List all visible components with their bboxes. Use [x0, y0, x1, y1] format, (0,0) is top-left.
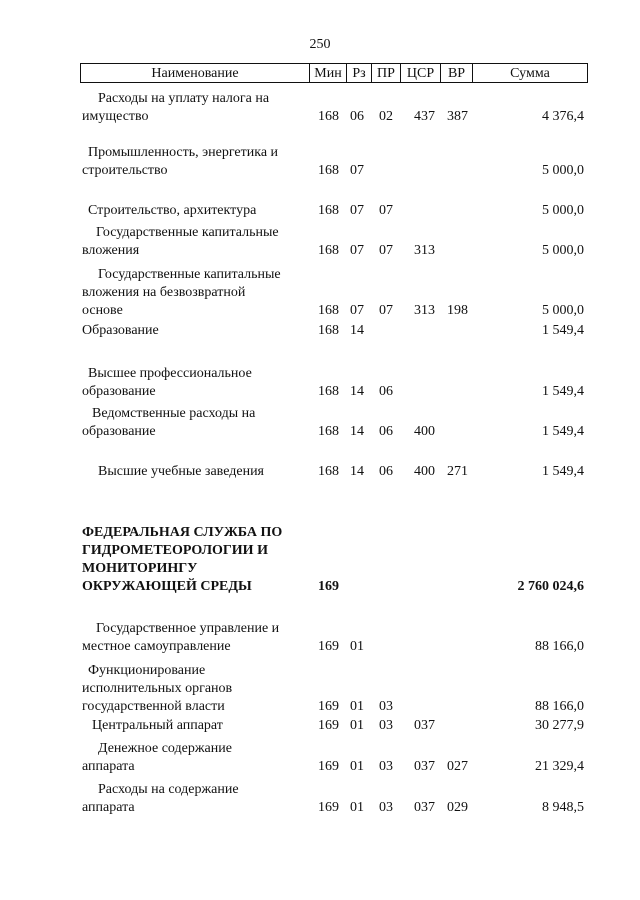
row-csr: 400	[414, 424, 435, 439]
row-rz: 07	[350, 203, 364, 218]
row-min: 168	[318, 323, 339, 338]
row-pr: 06	[379, 464, 393, 479]
header-name: Наименование	[81, 64, 310, 82]
row-min: 169	[318, 579, 339, 594]
row-sum: 1 549,4	[542, 384, 584, 399]
row-name-line: Расходы на уплату налога на	[98, 91, 270, 106]
row-vr: 029	[447, 800, 468, 815]
row-name-line: Образование	[82, 323, 159, 338]
row-csr: 037	[414, 718, 435, 733]
row-rz: 07	[350, 303, 364, 318]
row-sum: 8 948,5	[542, 800, 584, 815]
row-name	[82, 463, 302, 481]
header-min: Мин	[310, 64, 347, 82]
row-name-line: МОНИТОРИНГУ	[82, 561, 198, 576]
row-pr: 07	[379, 303, 393, 318]
row-name-line: Функционирование	[88, 663, 206, 678]
row-name-line: Государственное управление и	[96, 621, 280, 636]
row-rz: 01	[350, 800, 364, 815]
row-name	[82, 202, 302, 220]
row-csr: 037	[414, 759, 435, 774]
row-csr: 400	[414, 464, 435, 479]
row-csr: 313	[414, 243, 435, 258]
row-vr: 027	[447, 759, 468, 774]
row-sum: 4 376,4	[542, 109, 584, 124]
row-pr: 03	[379, 718, 393, 733]
row-rz: 01	[350, 699, 364, 714]
row-vr: 271	[447, 464, 468, 479]
row-sum: 21 329,4	[535, 759, 584, 774]
row-csr: 313	[414, 303, 435, 318]
row-pr: 03	[379, 699, 393, 714]
row-rz: 14	[350, 424, 364, 439]
row-sum: 1 549,4	[542, 464, 584, 479]
row-name-line: Государственные капитальные	[96, 225, 279, 240]
row-vr: 387	[447, 109, 468, 124]
row-name-line: вложения на безвозвратной	[82, 285, 246, 300]
row-name-line: вложения	[82, 243, 140, 258]
row-rz: 01	[350, 718, 364, 733]
row-sum: 1 549,4	[542, 424, 584, 439]
row-name	[82, 90, 302, 126]
row-name	[82, 717, 302, 735]
row-min: 168	[318, 163, 339, 178]
row-sum: 88 166,0	[535, 639, 584, 654]
row-sum: 30 277,9	[535, 718, 584, 733]
page-number: 250	[309, 37, 331, 52]
row-sum: 5 000,0	[542, 303, 584, 318]
row-name-line: Строительство, архитектура	[88, 203, 257, 218]
row-name-line: аппарата	[82, 800, 135, 815]
header-csr: ЦСР	[401, 64, 441, 82]
row-min: 169	[318, 639, 339, 654]
row-pr: 03	[379, 759, 393, 774]
row-min: 168	[318, 303, 339, 318]
row-min: 168	[318, 384, 339, 399]
row-min: 168	[318, 243, 339, 258]
row-name-line: Высшие учебные заведения	[98, 464, 264, 479]
row-pr: 06	[379, 384, 393, 399]
row-name-line: Ведомственные расходы на	[92, 406, 256, 421]
row-name	[82, 740, 302, 776]
row-name	[82, 405, 302, 441]
row-name	[82, 781, 302, 817]
row-name-line: образование	[82, 424, 156, 439]
row-name-line: исполнительных органов	[82, 681, 233, 696]
row-min: 168	[318, 203, 339, 218]
row-vr: 198	[447, 303, 468, 318]
header-vr: ВР	[441, 64, 473, 82]
row-name-line: аппарата	[82, 759, 135, 774]
row-sum: 88 166,0	[535, 699, 584, 714]
row-name-line: ГИДРОМЕТЕОРОЛОГИИ И	[82, 543, 268, 558]
header-pr: ПР	[372, 64, 401, 82]
header-rz: Рз	[347, 64, 372, 82]
row-rz: 01	[350, 759, 364, 774]
row-min: 169	[318, 699, 339, 714]
row-name	[82, 322, 302, 340]
row-sum: 5 000,0	[542, 243, 584, 258]
row-pr: 06	[379, 424, 393, 439]
row-name-line: строительство	[82, 163, 168, 178]
row-name-line: Денежное содержание	[98, 741, 232, 756]
row-pr: 07	[379, 243, 393, 258]
row-rz: 06	[350, 109, 364, 124]
row-csr: 437	[414, 109, 435, 124]
row-name	[82, 524, 302, 596]
row-name-line: государственной власти	[82, 699, 225, 714]
row-pr: 07	[379, 203, 393, 218]
row-min: 169	[318, 718, 339, 733]
row-sum: 2 760 024,6	[517, 579, 584, 594]
row-rz: 14	[350, 323, 364, 338]
row-name	[82, 662, 302, 716]
row-name	[82, 365, 302, 401]
row-name-line: ФЕДЕРАЛЬНАЯ СЛУЖБА ПО	[82, 525, 283, 540]
row-rz: 07	[350, 163, 364, 178]
row-name	[82, 224, 302, 260]
row-name-line: Расходы на содержание	[98, 782, 239, 797]
row-csr: 037	[414, 800, 435, 815]
row-min: 169	[318, 800, 339, 815]
row-sum: 1 549,4	[542, 323, 584, 338]
header-sum: Сумма	[510, 66, 550, 81]
row-pr: 03	[379, 800, 393, 815]
row-sum: 5 000,0	[542, 203, 584, 218]
row-name-line: Промышленность, энергетика и	[88, 145, 279, 160]
table-header	[80, 63, 588, 83]
row-name	[82, 620, 302, 656]
row-name-line: Государственные капитальные	[98, 267, 281, 282]
row-name-line: Высшее профессиональное	[88, 366, 252, 381]
row-pr: 02	[379, 109, 393, 124]
row-name-line: местное самоуправление	[82, 639, 231, 654]
row-min: 169	[318, 759, 339, 774]
row-min: 168	[318, 424, 339, 439]
row-name	[82, 144, 302, 180]
row-name-line: ОКРУЖАЮЩЕЙ СРЕДЫ	[82, 579, 252, 594]
row-min: 168	[318, 109, 339, 124]
row-rz: 14	[350, 464, 364, 479]
row-sum: 5 000,0	[542, 163, 584, 178]
row-name	[82, 266, 302, 320]
row-name-line: образование	[82, 384, 156, 399]
row-name-line: Центральный аппарат	[92, 718, 223, 733]
row-min: 168	[318, 464, 339, 479]
row-rz: 07	[350, 243, 364, 258]
row-name-line: имущество	[82, 109, 149, 124]
row-name-line: основе	[82, 303, 123, 318]
row-rz: 14	[350, 384, 364, 399]
row-rz: 01	[350, 639, 364, 654]
